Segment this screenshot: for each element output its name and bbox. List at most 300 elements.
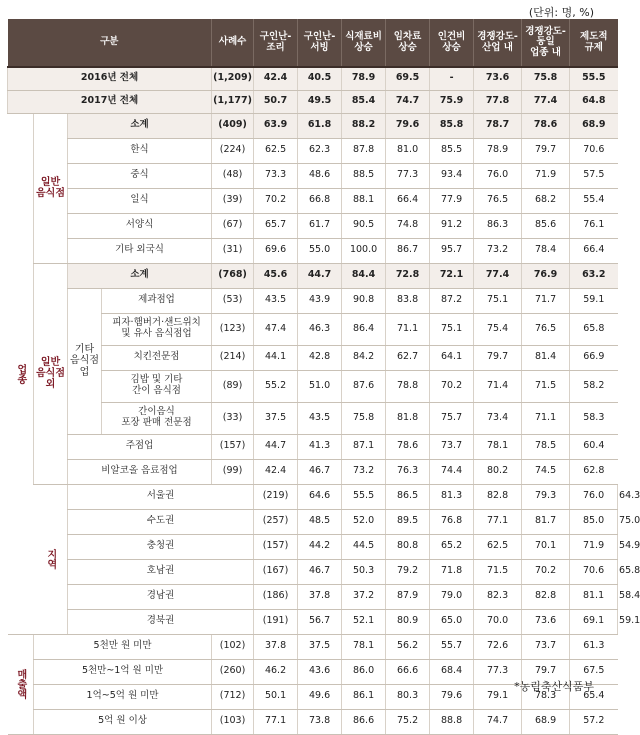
value-cell: 44.7	[298, 263, 342, 288]
value-cell: 57.5	[570, 163, 618, 188]
value-cell: 79.6	[386, 113, 430, 138]
value-cell: 75.1	[474, 288, 522, 313]
table-row	[8, 213, 618, 238]
value-cell: 75.4	[474, 313, 522, 345]
value-cell: 41.3	[298, 434, 342, 459]
table-row: 충청권 (157) 44.2 44.5 80.8 65.2 62.5 70.1 71.9 54.9	[8, 534, 618, 559]
value-cell: 73.7	[522, 634, 570, 659]
value-cell: 75.9	[430, 90, 474, 113]
value-cell: 56.7	[298, 609, 342, 634]
value-cell: 61.3	[570, 634, 618, 659]
value-cell: (33)	[212, 402, 254, 434]
table-row: 수도권 (257) 48.5 52.0 89.5 76.8 77.1 81.7 85.0 75.0	[8, 509, 618, 534]
value-cell: 44.1	[254, 345, 298, 370]
value-cell: 81.8	[386, 402, 430, 434]
value-cell: 82.8	[522, 584, 570, 609]
value-cell: 71.9	[522, 163, 570, 188]
value-cell: 76.3	[386, 459, 430, 484]
row-label: 주점업	[68, 434, 212, 459]
value-cell: 77.1	[474, 509, 522, 534]
value-cell: 73.6	[474, 67, 522, 90]
value-cell: 79.7	[522, 659, 570, 684]
value-cell: 65.4	[570, 684, 618, 709]
statistics-table	[7, 19, 640, 735]
value-cell: 90.5	[342, 213, 386, 238]
source-note: *농림축산식품부	[514, 680, 594, 693]
value-cell: 70.2	[430, 370, 474, 402]
value-cell: (123)	[212, 313, 254, 345]
value-cell: 88.2	[342, 113, 386, 138]
value-cell: 50.1	[254, 684, 298, 709]
table-row	[8, 709, 618, 734]
value-cell: 86.0	[342, 659, 386, 684]
value-cell: 78.9	[342, 67, 386, 90]
value-cell: 86.5	[386, 484, 430, 509]
value-cell: 48.6	[298, 163, 342, 188]
value-cell: 93.4	[430, 163, 474, 188]
value-cell: 46.7	[298, 559, 342, 584]
value-cell: 70.1	[522, 534, 570, 559]
value-cell: 78.8	[386, 370, 430, 402]
value-cell: 77.3	[386, 163, 430, 188]
value-cell: 85.4	[342, 90, 386, 113]
value-cell: 66.4	[570, 238, 618, 263]
value-cell: 76.5	[474, 188, 522, 213]
total-label: 2017년 전체	[8, 90, 212, 113]
header-col	[430, 19, 474, 67]
value-cell: 86.7	[386, 238, 430, 263]
value-cell: 51.0	[298, 370, 342, 402]
value-cell: 43.5	[298, 402, 342, 434]
value-cell: 79.3	[522, 484, 570, 509]
value-cell: 66.8	[298, 188, 342, 213]
value-cell: 79.1	[474, 684, 522, 709]
value-cell: 77.1	[254, 709, 298, 734]
value-cell: 77.9	[430, 188, 474, 213]
table-row: 호남권 (167) 46.7 50.3 79.2 71.8 71.5 70.2 70.6 65.8	[8, 559, 618, 584]
value-cell: 43.9	[298, 288, 342, 313]
value-cell: 57.2	[570, 709, 618, 734]
value-cell: 52.1	[342, 609, 386, 634]
value-cell: 71.1	[522, 402, 570, 434]
value-cell: (67)	[212, 213, 254, 238]
value-cell: 85.0	[570, 509, 618, 534]
value-cell: 62.8	[570, 459, 618, 484]
value-cell: 84.2	[342, 345, 386, 370]
value-cell: 90.8	[342, 288, 386, 313]
value-cell: 65.2	[430, 534, 474, 559]
value-cell: 72.6	[474, 634, 522, 659]
value-cell: 71.4	[474, 370, 522, 402]
table-row	[8, 138, 618, 163]
value-cell: 58.2	[570, 370, 618, 402]
value-cell: (712)	[212, 684, 254, 709]
value-cell: (48)	[212, 163, 254, 188]
value-cell: 75.8	[522, 67, 570, 90]
value-cell: 77.4	[474, 263, 522, 288]
row-label: 5억 원 이상	[34, 709, 212, 734]
table-row	[8, 188, 618, 213]
value-cell: 78.9	[474, 138, 522, 163]
value-cell: 72.8	[386, 263, 430, 288]
value-cell: 61.8	[298, 113, 342, 138]
value-cell: 73.8	[298, 709, 342, 734]
value-cell: 80.3	[386, 684, 430, 709]
value-cell: 85.8	[430, 113, 474, 138]
value-cell: 74.4	[430, 459, 474, 484]
value-cell: 66.9	[570, 345, 618, 370]
header-col	[474, 19, 522, 67]
value-cell: 83.8	[386, 288, 430, 313]
table-row	[8, 634, 618, 659]
value-cell: 50.7	[254, 90, 298, 113]
value-cell: 79.7	[474, 345, 522, 370]
value-cell: (53)	[212, 288, 254, 313]
value-cell: 71.5	[522, 370, 570, 402]
value-cell: 64.8	[570, 90, 618, 113]
value-cell: 65.7	[254, 213, 298, 238]
value-cell: 77.4	[522, 90, 570, 113]
value-cell: 76.8	[430, 509, 474, 534]
value-cell: 87.8	[342, 138, 386, 163]
value-cell: 66.6	[386, 659, 430, 684]
value-cell: 74.5	[522, 459, 570, 484]
value-cell: 50.3	[342, 559, 386, 584]
value-cell: 74.7	[386, 90, 430, 113]
value-cell: 71.1	[386, 313, 430, 345]
value-cell: 62.7	[386, 345, 430, 370]
header-col-label: 구인난- 서빙	[303, 30, 336, 53]
value-cell: 55.7	[430, 634, 474, 659]
header-col	[386, 19, 430, 67]
group-label-general: 일반 음식점	[34, 113, 68, 263]
table-row	[8, 434, 618, 459]
value-cell: 69.1	[570, 609, 618, 634]
value-cell: (186)	[254, 584, 298, 609]
value-cell: 43.6	[298, 659, 342, 684]
value-cell: 71.5	[474, 559, 522, 584]
value-cell: 63.2	[570, 263, 618, 288]
value-cell: 62.5	[474, 534, 522, 559]
header-col	[342, 19, 386, 67]
value-cell: 75.1	[430, 313, 474, 345]
value-cell: 68.9	[522, 709, 570, 734]
value-cell: (39)	[212, 188, 254, 213]
group-label-region: 지역	[34, 484, 68, 634]
row-label: 치킨전문점	[102, 345, 212, 370]
header-category: 구분	[8, 19, 212, 67]
value-cell: 73.7	[430, 434, 474, 459]
value-cell: 61.7	[298, 213, 342, 238]
value-cell: 85.5	[430, 138, 474, 163]
value-cell: 82.3	[474, 584, 522, 609]
row-label: 일식	[68, 188, 212, 213]
value-cell: 78.6	[522, 113, 570, 138]
value-cell: 77.3	[474, 659, 522, 684]
header-col-label: 구인난- 조리	[259, 30, 292, 53]
value-cell: 87.9	[386, 584, 430, 609]
value-cell: 52.0	[342, 509, 386, 534]
value-cell: (219)	[254, 484, 298, 509]
value-cell: 76.1	[570, 213, 618, 238]
row-label: 비알코올 음료점업	[68, 459, 212, 484]
row-label: 경남권	[68, 584, 254, 609]
value-cell: (89)	[212, 370, 254, 402]
row-label: 피자·햄버거·샌드위치 및 유사 음식점업	[102, 313, 212, 345]
value-cell: 71.9	[570, 534, 618, 559]
value-cell: 78.4	[522, 238, 570, 263]
value-cell: 87.1	[342, 434, 386, 459]
row-label: 김밥 및 기타 간이 음식점	[102, 370, 212, 402]
value-cell: 73.6	[522, 609, 570, 634]
value-cell: 37.5	[298, 634, 342, 659]
value-cell: 37.5	[254, 402, 298, 434]
value-cell: 74.8	[386, 213, 430, 238]
row-label: 한식	[68, 138, 212, 163]
value-cell: 45.6	[254, 263, 298, 288]
row-label: 경북권	[68, 609, 254, 634]
value-cell: 81.4	[522, 345, 570, 370]
value-cell: (102)	[212, 634, 254, 659]
value-cell: 48.5	[298, 509, 342, 534]
header-col-label: 인건비 상승	[437, 30, 466, 53]
value-cell: 87.6	[342, 370, 386, 402]
value-cell: 56.2	[386, 634, 430, 659]
row-label: 서양식	[68, 213, 212, 238]
value-cell: 70.2	[522, 559, 570, 584]
value-cell: 62.5	[254, 138, 298, 163]
value-cell: 43.5	[254, 288, 298, 313]
header-col: 사례수	[212, 19, 254, 67]
header-row	[8, 19, 618, 67]
value-cell: 42.4	[254, 459, 298, 484]
value-cell: 68.4	[430, 659, 474, 684]
value-cell: 87.2	[430, 288, 474, 313]
value-cell: 80.9	[386, 609, 430, 634]
value-cell: 46.3	[298, 313, 342, 345]
value-cell: 80.2	[474, 459, 522, 484]
value-cell: 81.7	[522, 509, 570, 534]
group-label-industry: 업종	[8, 113, 34, 634]
value-cell: (1,177)	[212, 90, 254, 113]
value-cell: 42.8	[298, 345, 342, 370]
table-row: 지역 서울권 (219) 64.6 55.5 86.5 81.3 82.8 79.3 76.0 64.3	[8, 484, 618, 509]
value-cell: 71.7	[522, 288, 570, 313]
value-cell: (157)	[212, 434, 254, 459]
value-cell: 88.1	[342, 188, 386, 213]
value-cell: 65.0	[430, 609, 474, 634]
value-cell: 55.4	[570, 188, 618, 213]
value-cell: 77.8	[474, 90, 522, 113]
value-cell: 78.3	[522, 684, 570, 709]
value-cell: 73.4	[474, 402, 522, 434]
table-row	[8, 459, 618, 484]
value-cell: (214)	[212, 345, 254, 370]
value-cell: 95.7	[430, 238, 474, 263]
table-row	[8, 163, 618, 188]
value-cell: 81.3	[430, 484, 474, 509]
table-row	[8, 263, 618, 288]
value-cell: 65.8	[570, 313, 618, 345]
value-cell: (260)	[212, 659, 254, 684]
value-cell: (768)	[212, 263, 254, 288]
row-label: 제과점업	[102, 288, 212, 313]
header-col-label: 경쟁강도- 동일 업종 내	[525, 25, 566, 58]
value-cell: 86.1	[342, 684, 386, 709]
value-cell: 79.2	[386, 559, 430, 584]
header-col-label: 경쟁강도- 산업 내	[477, 30, 518, 53]
value-cell: 70.0	[474, 609, 522, 634]
value-cell: -	[430, 67, 474, 90]
value-cell: 89.5	[386, 509, 430, 534]
value-cell: 86.3	[474, 213, 522, 238]
value-cell: 78.1	[474, 434, 522, 459]
value-cell: (31)	[212, 238, 254, 263]
value-cell: 37.2	[342, 584, 386, 609]
value-cell: (1,209)	[212, 67, 254, 90]
value-cell: 37.8	[298, 584, 342, 609]
header-col-label: 식재료비 상승	[345, 30, 382, 53]
value-cell: 78.5	[522, 434, 570, 459]
value-cell: 69.6	[254, 238, 298, 263]
table-row: 경남권 (186) 37.8 37.2 87.9 79.0 82.3 82.8 81.1 58.4	[8, 584, 618, 609]
row-label: 5천만 원 미만	[34, 634, 212, 659]
value-cell: 71.8	[430, 559, 474, 584]
value-cell: 63.9	[254, 113, 298, 138]
value-cell: 88.8	[430, 709, 474, 734]
row-label: 서울권	[68, 484, 254, 509]
row-label: 5천만~1억 원 미만	[34, 659, 212, 684]
value-cell: 74.7	[474, 709, 522, 734]
value-cell: 69.5	[386, 67, 430, 90]
value-cell: 62.3	[298, 138, 342, 163]
value-cell: 55.2	[254, 370, 298, 402]
value-cell: (409)	[212, 113, 254, 138]
value-cell: 60.4	[570, 434, 618, 459]
row-label: 1억~5억 원 미만	[34, 684, 212, 709]
value-cell: 86.6	[342, 709, 386, 734]
value-cell: 75.7	[430, 402, 474, 434]
row-label: 간이음식 포장 판매 전문점	[102, 402, 212, 434]
value-cell: 73.3	[254, 163, 298, 188]
value-cell: 86.4	[342, 313, 386, 345]
value-cell: 58.3	[570, 402, 618, 434]
table-row	[8, 90, 618, 113]
value-cell: 70.6	[570, 559, 618, 584]
value-cell: 44.2	[298, 534, 342, 559]
value-cell: (224)	[212, 138, 254, 163]
value-cell: 100.0	[342, 238, 386, 263]
row-label: 충청권	[68, 534, 254, 559]
header-col	[298, 19, 342, 67]
value-cell: 49.6	[298, 684, 342, 709]
value-cell: 55.5	[342, 484, 386, 509]
value-cell: 37.8	[254, 634, 298, 659]
row-label: 중식	[68, 163, 212, 188]
value-cell: (103)	[212, 709, 254, 734]
value-cell: 64.1	[430, 345, 474, 370]
value-cell: 49.5	[298, 90, 342, 113]
value-cell: 64.6	[298, 484, 342, 509]
value-cell: 80.8	[386, 534, 430, 559]
group-label-sales: 매출액	[8, 634, 34, 734]
value-cell: 46.7	[298, 459, 342, 484]
row-label: 소계	[68, 263, 212, 288]
value-cell: 78.7	[474, 113, 522, 138]
value-cell: (99)	[212, 459, 254, 484]
header-col	[570, 19, 618, 67]
value-cell: 55.5	[570, 67, 618, 90]
table-row	[8, 288, 618, 313]
value-cell: 79.7	[522, 138, 570, 163]
value-cell: (257)	[254, 509, 298, 534]
value-cell: (191)	[254, 609, 298, 634]
value-cell: 72.1	[430, 263, 474, 288]
table-row	[8, 67, 618, 90]
value-cell: 76.0	[474, 163, 522, 188]
value-cell: 59.1	[570, 288, 618, 313]
value-cell: 79.0	[430, 584, 474, 609]
value-cell: 88.5	[342, 163, 386, 188]
value-cell: 75.2	[386, 709, 430, 734]
value-cell: (167)	[254, 559, 298, 584]
unit-note: (단위: 명, %)	[528, 6, 594, 19]
total-label: 2016년 전체	[8, 67, 212, 90]
table-row	[8, 113, 618, 138]
header-col	[254, 19, 298, 67]
group-label-other-food: 기타 음식점 업	[68, 288, 102, 434]
value-cell: 81.1	[570, 584, 618, 609]
row-label: 소계	[68, 113, 212, 138]
table-row: 경북권 (191) 56.7 52.1 80.9 65.0 70.0 73.6 69.1 59.1	[8, 609, 618, 634]
value-cell: 82.8	[474, 484, 522, 509]
value-cell: 68.2	[522, 188, 570, 213]
value-cell: 76.9	[522, 263, 570, 288]
value-cell: 76.5	[522, 313, 570, 345]
value-cell: 91.2	[430, 213, 474, 238]
value-cell: 66.4	[386, 188, 430, 213]
value-cell: 76.0	[570, 484, 618, 509]
row-label: 수도권	[68, 509, 254, 534]
value-cell: 44.7	[254, 434, 298, 459]
header-col-label: 제도적 규제	[580, 30, 608, 53]
group-label-nongeneral: 일반 음식점 외	[34, 263, 68, 484]
value-cell: 68.9	[570, 113, 618, 138]
value-cell: 78.6	[386, 434, 430, 459]
value-cell: 46.2	[254, 659, 298, 684]
row-label: 기타 외국식	[68, 238, 212, 263]
value-cell: 73.2	[342, 459, 386, 484]
value-cell: 73.2	[474, 238, 522, 263]
value-cell: 85.6	[522, 213, 570, 238]
value-cell: 84.4	[342, 263, 386, 288]
row-label: 호남권	[68, 559, 254, 584]
value-cell: 44.5	[342, 534, 386, 559]
value-cell: (157)	[254, 534, 298, 559]
value-cell: 78.1	[342, 634, 386, 659]
header-col-label: 임차료 상승	[393, 30, 422, 53]
value-cell: 81.0	[386, 138, 430, 163]
value-cell: 79.6	[430, 684, 474, 709]
value-cell: 55.0	[298, 238, 342, 263]
table-row	[8, 238, 618, 263]
value-cell: 70.6	[570, 138, 618, 163]
value-cell: 40.5	[298, 67, 342, 90]
value-cell: 47.4	[254, 313, 298, 345]
value-cell: 70.2	[254, 188, 298, 213]
value-cell: 67.5	[570, 659, 618, 684]
value-cell: 42.4	[254, 67, 298, 90]
